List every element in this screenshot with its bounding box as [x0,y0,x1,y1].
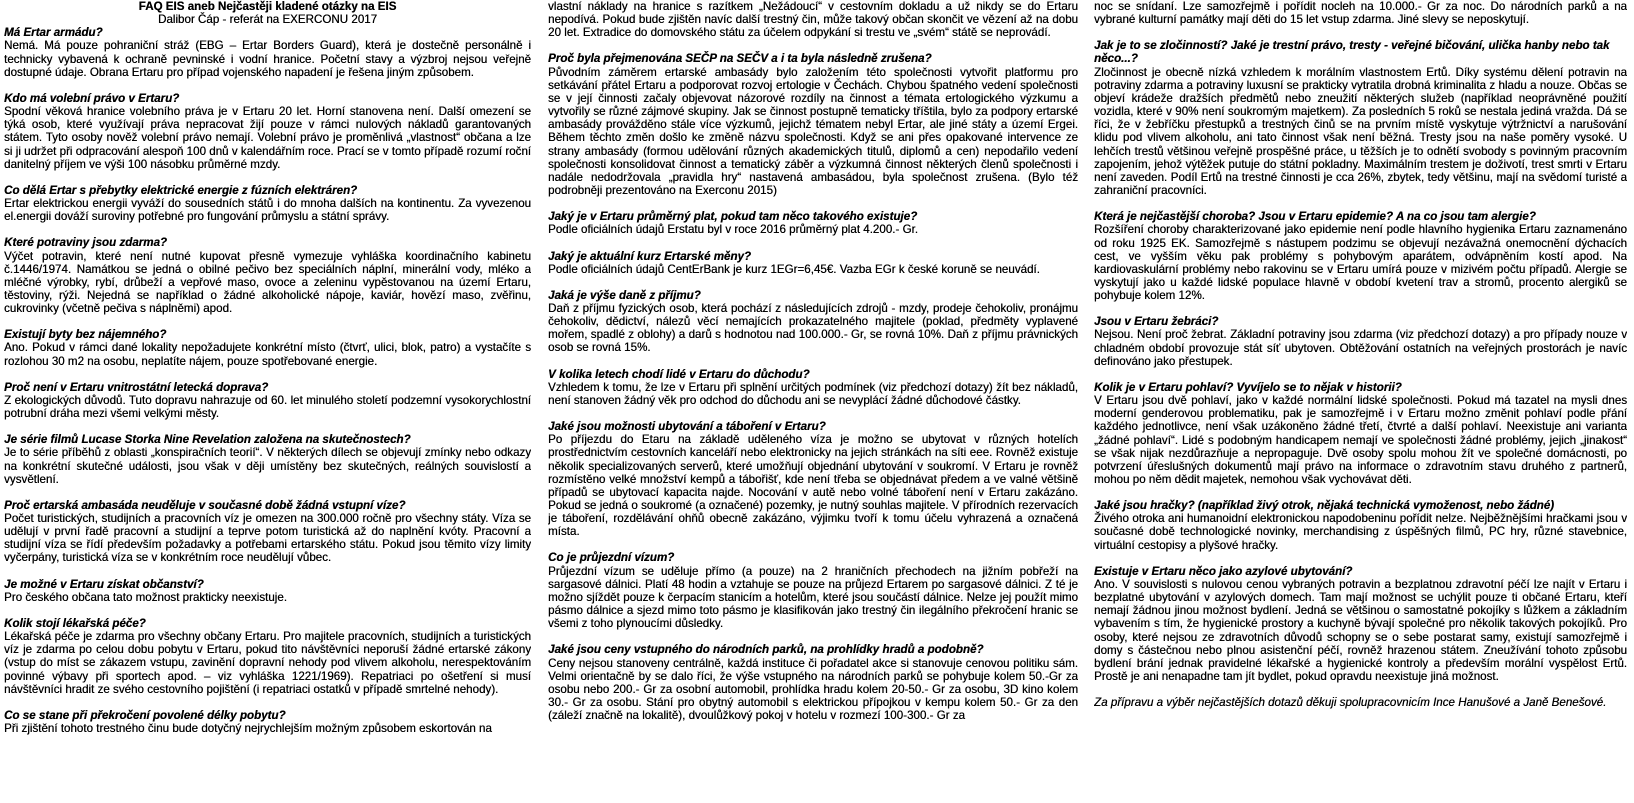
faq-answer: Při zjištění tohoto trestného činu bude dotyčný nejrychlejším možným způsobem eskortován na [4,722,492,736]
faq-question: Kolik stojí lékařská péče? [4,616,146,630]
faq-question: Jaká je výše daně z příjmu? [548,288,701,302]
faq-question: Jaké jsou hračky? (například živý otrok, nějaká technická vymoženost, nebo žádné) [1094,499,1555,513]
column-3 [1094,0,1627,803]
faq-answer: Počet turistických, studijních a pracovních víz je omezen na 300.000 ročně pro všechny státy. Víza se udělují v první řadě pracovní a studijní a teprve potom turistická až do naplnění kvóty. Pracovní a studijní víza se řídí především požadavky a potřebami ertarského státu. Pokud jsou těmito vízy limity vyčerpány, turistická víza se v konkrétním roce neudělují vůbec. [4,512,531,565]
faq-list [548,52,1078,722]
faq-question: Je série filmů Lucase Storka Nine Revelation založena na skutečnostech? [4,433,411,447]
faq-answer: Po příjezdu do Etaru na základě uděleného víza je možno se ubytovat v různých hotelích prostřednictvím cestovních kanceláří nebo elektronicky na jejich stránkách na síti eee. Rovněž existuje několik specializovaných serverů, které umožňují objednání ubytování v soukromí. V Ertaru je rovněž rozmístěno velké množství kempů a tábořišť, kde není třeba se objednávat předem a ve valné většině případů se ubytovací kapacita najde. Nocování v autě nebo volné táboření není v Ertaru zakázáno. Pokud se jedná o soukromé (a označené) pozemky, je nutný souhlas majitele. V přírodních rezervacích je táboření, rozdělávání ohňů obecně zakázáno, výjimku tvoří k tomu účelu vyhrazená a označená místa. [548,433,1078,539]
faq-answer: Podle oficiálních údajů Erstatu byl v roce 2016 průměrný plat 4.200.- Gr. [548,223,918,237]
faq-item [548,210,1078,236]
faq-answer: Je to série příběhů z oblasti „konspiračních teorií“. V některých dílech se objevují zmínky nebo odkazy na konkrétní skutečné události, jsou však v ději umístěny bez skutečných, reálných souvislostí a vysvětlení. [4,446,531,486]
faq-question: Existuje v Ertaru něco jako azylové ubytování? [1094,564,1353,578]
faq-question: Proč byla přejmenována SEČP na SEČV a i ta byla následně zrušena? [548,52,932,66]
faq-answer: Daň z příjmu fyzických osob, která pochází z následujících zdrojů - mzdy, prodeje čehokoliv, pronájmu čehokoliv, dědictví, nálezů věcí nemajících prokazatelného majitele (poklad, předměty vyplavené mořem, spadlé z oblohy) a darů s hodnotou nad 100.000.- Gr, se rovná 10%. Daň z příjmu právnických osob se rovná 15%. [548,301,1078,355]
column-1 [4,0,531,803]
continued-answer: noc se snídaní. Lze samozřejmě i pořídit nocleh na 10.000.- Gr za noc. Do národních parků a na vybrané kulturní památky mají děti do 15 let vstup zdarma. Jiné slevy se neposkytují. [1094,0,1627,27]
faq-answer: Nemá. Má pouze pohraniční stráž (EBG – Ertar Borders Guard), která je dostečně personálně i technicky vybavená k ochraně pevninské i vodní hranice. Početní stavy a výzbroj nejsou veřejně dostupné údaje. Obrana Ertaru pro případ vojenského napadení je řešena jiným způsobem. [4,39,531,79]
faq-list [4,26,531,735]
faq-question: Jaký je aktuální kurz Ertarské měny? [548,249,751,263]
faq-item [4,617,531,696]
faq-answer: Ano. Pokud v rámci dané lokality nepožadujete konkrétní místo (čtvrť, ulici, blok, patro) a vystačíte s rozlohou 30 m2 na osobu, neplatíte nájem, pouze spotřebované energie. [4,341,531,368]
faq-item [1094,381,1627,486]
document-subtitle: Dalibor Čáp - referát na EXERCONU 2017 [157,13,378,27]
faq-question: Kdo má volební právo v Ertaru? [4,91,180,105]
faq-answer: Podle oficiálních údajů CentErBank je kurz 1EGr=6,45€. Vazba EGr k české koruně se neuvádí. [548,262,1040,276]
faq-answer: Nejsou. Není proč žebrat. Základní potraviny jsou zdarma (viz předchozí dotazy) a pro případy nouze v chladném období provozuje stát síť ubytoven. Obtěžování ostatních na veřejných prostorách je navíc definováno jako přestupek. [1094,328,1627,368]
faq-item [548,250,1078,276]
faq-question: Které potraviny jsou zdarma? [4,236,167,250]
faq-answer: Ano. V souvislosti s nulovou cenou vybraných potravin a bezplatnou zdravotní péčí lze najít v Ertaru i bezplatné ubytování v azylových domech. Tam mají možnost se uchýlit pouze ti občané Ertaru, kteří nemají žádnou jinou možnost bydlení. Jedná se většinou o samostatné pokojíky s lůžkem a základním vybavením s tím, že hygienické prostory a kuchyně bývají společné pro několik takových pokojíků. Pro osoby, které nejsou ze zdravotních důvodů schopny se o sebe postarat samy, existují samozřejmě i domy s částečnou nebo plnou asistenční péčí, rovněž hrazenou státem. Zneužívání tohoto způsobu bydlení brání jednak pravidelné lékařské a hygienické kontroly a především morální vyspělost Ertů. Prostě je ani nenapadne tam jít bydlet, pokud opravdu neexistuje jiná možnost. [1094,577,1627,684]
faq-item [4,709,531,735]
faq-answer: Výčet potravin, které není nutné kupovat přesně vymezuje vyhláška koordinačního kabinetu č.1446/1974. Namátkou se jedná o obilné pečivo bez speciálních náplní, minerální vody, mléko a mléčné výrobky, rybí, drůbeží a vepřové maso, ovoce a zeleninu vypěstovanou na území Ertaru, těstoviny, rýži. Nejedná se například o žádné alkoholické nápoje, kaviár, hovězí maso, zvěřinu, cukrovinky (včetně pečiva s náplněmi) apod. [4,249,531,316]
faq-item [1094,499,1627,552]
faq-question: V kolika letech chodí lidé v Ertaru do důchodu? [548,367,810,381]
faq-answer: V Ertaru jsou dvě pohlaví, jako v každé normální lidské společnosti. Pokud má tazatel na mysli dnes moderní genderovou problematiku, pak je samozřejmě i v Ertaru možno změnit pohlaví podle přání každého jednotlivce, není však uzákoněno žádné třetí, čtvrté a další pohlaví. Neexistuje ani varianta „žádné pohlaví“. Lidé s podobným handicapem nemají ve společnosti žádné problémy, jejich „jinakost“ se však nijak nezdůrazňuje a nepropaguje. Dvě osoby spolu mohou žít ve společné domácnosti, po potvrzení úřeslušných dokumentů mají právo na informace o zdravotním stavu druhého z partnerů, mohou po něm dědit majetek, nemohou však vychovávat děti. [1094,394,1627,486]
faq-question: Jaké jsou možnosti ubytování a táboření v Ertaru? [548,420,826,434]
faq-item [548,52,1078,197]
faq-item [4,92,531,171]
document-title: FAQ EIS aneb Nejčastěji kladené otázky na EIS [138,0,397,13]
document-header [4,0,531,26]
column-2 [548,0,1078,803]
faq-answer: Průjezdní vízum se uděluje přímo (a pouze) na 2 hraničních přechodech na jižním pobřeží na sargasové dálnici. Platí 48 hodin a vztahuje se pouze na průjezd Ertarem po sargasové dálnici. Z té je možno sjíždět pouze k čerpacím stanicím a hotelům, které jsou součástí dálnice. Nelze jej použít mimo pásmo dálnice a sjezd mimo toto pásmo je klasifikován jako trestný čin ilegálního překročení hranic se všemi z toho plynoucími důsledky. [548,564,1078,631]
faq-question: Jaký je v Ertaru průměrný plat, pokud tam něco takového existuje? [548,210,918,224]
faq-item [4,184,531,223]
faq-item [4,381,531,420]
faq-question: Která je nejčastější choroba? Jsou v Ertaru epidemie? A na co jsou tam alergie? [1094,210,1536,224]
faq-item [1094,565,1627,683]
faq-item [548,368,1078,407]
faq-question: Proč není v Ertaru vnitrostátní letecká doprava? [4,380,269,394]
faq-answer: Spodní věková hranice volebního práva je v Ertaru 20 let. Horní stanovena není. Další omezení se týká osob, které využívají práva nepracovat žijí pouze v rámci nulových nákladů garantovaných státem. Tyto osoby nověž volební právo nemají. Volební právo je proměnlivá „vlastnost“ občana a lze si ji udržet při odpracování alespoň 100 dnů v kalendářním roce. Prací se v tomto případě rozumí roční danitelný příjem ve výši 100 násobku průměrné mzdy. [4,105,531,171]
faq-item [4,433,531,486]
faq-question: Je možné v Ertaru získat občanství? [4,577,204,591]
faq-answer: Z ekologických důvodů. Tuto dopravu nahrazuje od 60. let minulého století podzemní vysokorychlostní potrubní dráha mezi všemi velkými městy. [4,393,531,421]
faq-question: Jsou v Ertaru žebráci? [1094,315,1219,329]
faq-question: Má Ertar armádu? [4,26,103,40]
faq-item [4,328,531,367]
faq-question: Jak je to se zločinností? Jaké je trestní právo, tresty - veřejné bičování, ulička hanby nebo tak něco...? [1094,39,1610,66]
faq-question: Jaké jsou ceny vstupného do národních parků, na prohlídky hradů a podobně? [548,643,984,657]
faq-answer: Živého otroka ani humanoidní elektronickou napodobeninu pořídit nelze. Nejběžnějšími hračkami jsou v současné době technologické novinky, merchandising z úspěšných filmů, PC hry, různé stavebnice, virtuální cestopisy a plyšové hračky. [1094,512,1627,552]
faq-question: Kolik je v Ertaru pohlaví? Vyvíjelo se to nějak v historii? [1094,380,1402,394]
faq-item [4,578,531,604]
acknowledgement: Za přípravu a výběr nejčastějších dotazů děkuji spolupracovnicím Ince Hanušové a Janě Benešové. [1094,696,1607,710]
faq-answer: Pro českého občana tato možnost prakticky neexistuje. [4,590,287,604]
faq-question: Proč ertarská ambasáda neuděluje v současné době žádná vstupní víze? [4,498,406,512]
faq-question: Co se stane při překročení povolené délky pobytu? [4,708,286,722]
faq-answer: Ertar elektrickou energii vyváží do sousedních států i do mnoha dalších na kontinentu. Za vyvezenou el.energii dováží suroviny potřebné pro fungování průmyslu a státní správy. [4,197,531,224]
faq-item [548,551,1078,630]
faq-list [1094,39,1627,683]
faq-item [548,420,1078,538]
faq-item [1094,39,1627,197]
faq-item [1094,210,1627,302]
faq-answer: Rozšíření choroby charakterizované jako epidemie není podle hlavního hygienika Ertaru zaznamenáno od roku 1925 EK. Samozřejmě s nástupem podzimu se objevují nezávažná onemocnění dýchacích cest, ve vyšším věku pak problémy s pohybovým aparátem, odvápněním kostí apod. Na kardiovaskulární problémy nebo rakovinu se v Ertaru umírá pouze v mizivém počtu případů. Alergie se vyskytují jako u každé lidské populace hlavně v období kvetení trav a stromů, procento alergiků se pohybuje kolem 12%. [1094,223,1627,303]
faq-item [548,289,1078,355]
continued-answer: vlastní náklady na hranice s razítkem „Nežádoucí“ v cestovním dokladu a už nikdy se do Ertaru nepodívá. Pokud bude zjištěn navíc další trestný čin, může takový občan skončit ve vězení až na dobu 20 let. Extradice do domovského státu za účelem odpykání si trestu ve „svém“ státě se neprovádí. [548,0,1078,40]
faq-item [4,236,531,315]
faq-item [548,643,1078,722]
faq-answer: Zločinnost je obecně nízká vzhledem k morálním vlastnostem Ertů. Díky systému dělení potravin na potraviny zdarma a potraviny luxusní se prakticky vytratila drobná kriminalita z hladu a nouze. Občas se objeví krádeže dražších předmětů nebo zneužití některých služeb (například neoprávněné použití vozidla, které v 90% není soukromým majetkem). Za posledních 5 roků se nestala jediná vražda. Dá se říci, že v žebříčku přestupků a trestných činů se na prvním místě vyskytuje výtržnictví a narušování klidu pod vlivem alkoholu, ani tato činnost však není běžná. Tresty jsou na naše poměry vysoké. U lehčích trestů většinou veřejně prospěšné práce, u těžších je to odnětí svobody s povinným pracovním zapojením, jehož výtěžek putuje do státní pokladny. Maximálním trestem je doživotí, trest smrti v Ertaru není zaveden. Podíl Ertů na trestné činnosti je cca 26%, zbytek, tedy většinu, mají na svědomí turisté a zahraniční pracovníci. [1094,65,1627,198]
faq-answer: Ceny nejsou stanoveny centrálně, každá instituce či pořadatel akce si stanovuje cenovou politiku sám. Velmi orientačně by se dalo říci, že výše vstupného na národních parků se pohybuje kolem 50.-Gr za osobu nebo 200.- Gr za osobní automobil, prohlídka hradu kolem 20-50.- Gr za osobu, 3D kino kolem 30.- Gr za osobu. Stání pro obytný automobil s elektrickou přípojkou v kempu kolem 50.- Gr za den (záleží značně na lokalitě), dvoulůžkový pokoj v hotelu v rozmezí 100-300.- Gr za [548,656,1078,723]
faq-question: Existují byty bez nájemného? [4,328,167,342]
faq-item [1094,315,1627,368]
faq-answer: Lékařská péče je zdarma pro všechny občany Ertaru. Pro majitele pracovních, studijních a turistických víz je zdarma po celou dobu pobytu v Ertaru, pokud tito návštěvníci neporuší žádné ertarské zákony (vstup do míst se zákazem vstupu, zavinění dopravní nehody pod vlivem alkoholu, nerespektováním povinné výbavy při sportech apod. – viz vyhláška 1221/1969). Repatriaci po ošetření si musí návštěvníci hradit ze svého cestovního pojištění (i repatriaci ostatků v případě smrtelné nehody). [4,630,531,696]
faq-question: Co je průjezdní vízum? [548,551,675,565]
faq-answer: Původním záměrem ertarské ambasády bylo založením této společnosti vytvořit platformu pro setkávání přátel Ertaru a podporovat rozvoj ertologie v Čechách. Chybou špatného vedení společnosti se v její činnosti začaly objevovat názorové rozdíly na činnost a témata ertologického výzkumu a vytvořily se různé zájmové skupiny. Jak se činnost postupně tematicky tříštila, bylo za podpory ertarské ambasády provážděno stále více výzkumů, jejichž tématem nebyl Ertar, ale jiné státy a území Ergei. Během těchto změn došlo ke změně názvu společnosti. Když se ani přes opakované intervence ze strany ambasády (formou udělování různých akademických titulů, diplomů a cen) nepodařilo vedení společnosti konsolidovat činnost a tematický záběr a výzkumná činnost některých členů společnosti i nadále nedodržovala „pravidla hry“ nastavená ambasádou, byla společnost zrušena. (Bylo též podrobněji prezentováno na Exerconu 2015) [548,65,1078,198]
faq-answer: Vzhledem k tomu, že lze v Ertaru při splnění určitých podmínek (viz předchozí dotazy) žít bez nákladů, není stanoven žádný věk pro odchod do důchodu ani se nevyplácí žádné důchodové částky. [548,380,1078,407]
faq-item [4,499,531,565]
faq-question: Co dělá Ertar s přebytky elektrické energie z fúzních elektráren? [4,183,358,197]
faq-item [4,26,531,79]
